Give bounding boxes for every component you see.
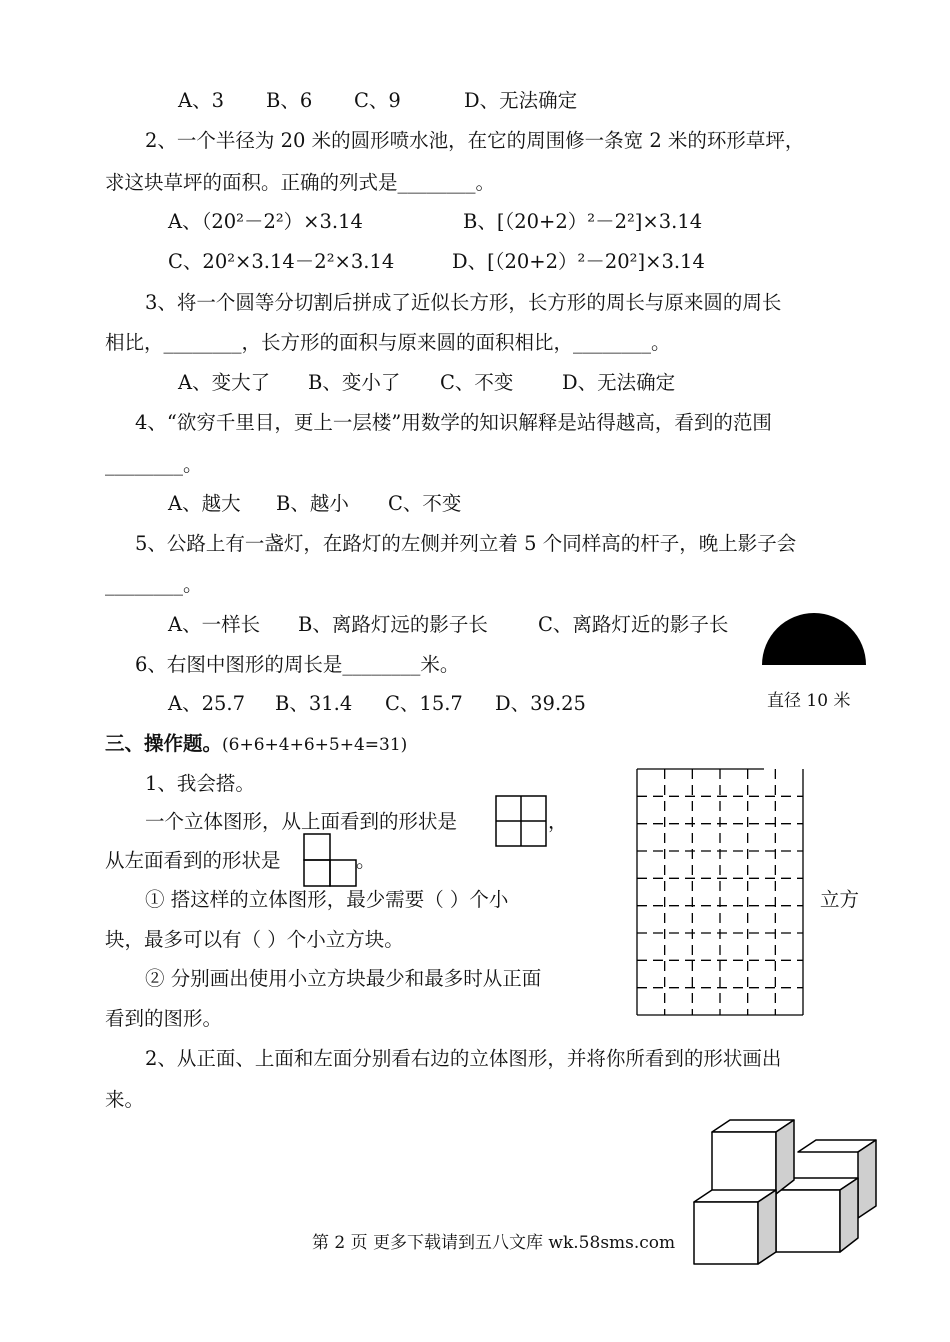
- q2-option-b: B、[（20+2）²－2²]×3.14: [463, 210, 703, 233]
- q6-option-c: C、15.7: [385, 692, 463, 715]
- q6-option-b: B、31.4: [275, 692, 353, 715]
- q6-line1: 6、右图中图形的周长是________米。: [135, 653, 460, 676]
- q1-option-b: B、6: [266, 89, 313, 112]
- op1-comma: ，: [548, 810, 568, 833]
- q6-options: [168, 691, 586, 717]
- q5-option-a: A、一样长: [168, 613, 261, 636]
- op2-line1: 2、从正面、上面和左面分别看右边的立体图形，并将你所看到的形状画出: [145, 1047, 782, 1070]
- q1-options: [178, 88, 577, 114]
- semicircle-caption: 直径 10 米: [767, 691, 851, 711]
- op1-left-view-line: 从左面看到的形状是: [105, 849, 281, 872]
- q2-line2: 求这块草坪的面积。正确的列式是________。: [105, 171, 496, 194]
- q5-line1: 5、公路上有一盏灯，在路灯的左侧并列立着 5 个同样高的杆子，晚上影子会: [135, 532, 797, 555]
- q5-option-b: B、离路灯远的影子长: [298, 613, 488, 636]
- left-view-figure: [303, 833, 357, 887]
- q3-option-c: C、不变: [440, 371, 514, 394]
- op1-question-a-tail: 立方: [820, 888, 860, 911]
- q4-option-b: B、越小: [276, 492, 349, 515]
- q5-option-c: C、离路灯近的影子长: [538, 613, 729, 636]
- q3-options: [178, 370, 675, 396]
- q4-option-c: C、不变: [388, 492, 462, 515]
- q6-option-a: A、25.7: [168, 692, 246, 715]
- op1-question-a-cont: 块，最多可以有（ ）个小立方块。: [105, 928, 404, 951]
- op1-question-b: ② 分别画出使用小立方块最少和最多时从正面: [145, 967, 542, 990]
- q1-option-d: D、无法确定: [464, 89, 578, 112]
- q2-line1: 2、一个半径为 20 米的圆形喷水池，在它的周围修一条宽 2 米的环形草坪，: [145, 129, 805, 152]
- q1-option-c: C、9: [354, 89, 401, 112]
- q1-option-a: A、3: [178, 89, 224, 112]
- q4-option-a: A、越大: [168, 492, 241, 515]
- q5-line2: ________。: [105, 573, 203, 596]
- op1-title: 1、我会搭。: [145, 772, 255, 795]
- semicircle-figure: [760, 608, 868, 668]
- q3-line1: 3、将一个圆等分切割后拼成了近似长方形，长方形的周长与原来圆的周长: [145, 291, 782, 314]
- q4-line1: 4、“欲穷千里目，更上一层楼”用数学的知识解释是站得越高，看到的范围: [135, 411, 772, 434]
- op2-line2: 来。: [105, 1088, 145, 1111]
- op1-question-b-cont: 看到的图形。: [105, 1007, 223, 1030]
- q4-options: [168, 491, 461, 517]
- q3-option-a: A、变大了: [178, 371, 271, 394]
- top-view-figure: [495, 795, 547, 847]
- section3-title: 三、操作题。: [105, 732, 223, 755]
- op1-period: 。: [356, 849, 376, 872]
- section3-score: (6+6+4+6+5+4=31): [222, 735, 408, 755]
- drawing-grid[interactable]: [636, 768, 804, 1016]
- q3-line2: 相比，________，长方形的面积与原来圆的面积相比，________。: [105, 331, 671, 354]
- q2-option-d: D、[（20+2）²－20²]×3.14: [452, 250, 705, 273]
- q2-option-c: C、20²×3.14－2²×3.14: [168, 250, 395, 273]
- q4-line2: ________。: [105, 453, 203, 476]
- op1-question-a: ① 搭这样的立体图形，最少需要（ ）个小: [145, 888, 509, 911]
- section3-heading: [105, 731, 407, 758]
- op1-top-view-line: 一个立体图形，从上面看到的形状是: [145, 810, 458, 833]
- q6-option-d: D、39.25: [495, 692, 586, 715]
- q3-option-b: B、变小了: [308, 371, 401, 394]
- q3-option-d: D、无法确定: [562, 371, 676, 394]
- page-footer: 第 2 页 更多下载请到五八文库 wk.58sms.com: [312, 1233, 676, 1253]
- q5-options: [168, 612, 728, 638]
- q2-option-a: A、（20²－2²）×3.14: [168, 210, 363, 233]
- cubes-drawing: [690, 1110, 880, 1270]
